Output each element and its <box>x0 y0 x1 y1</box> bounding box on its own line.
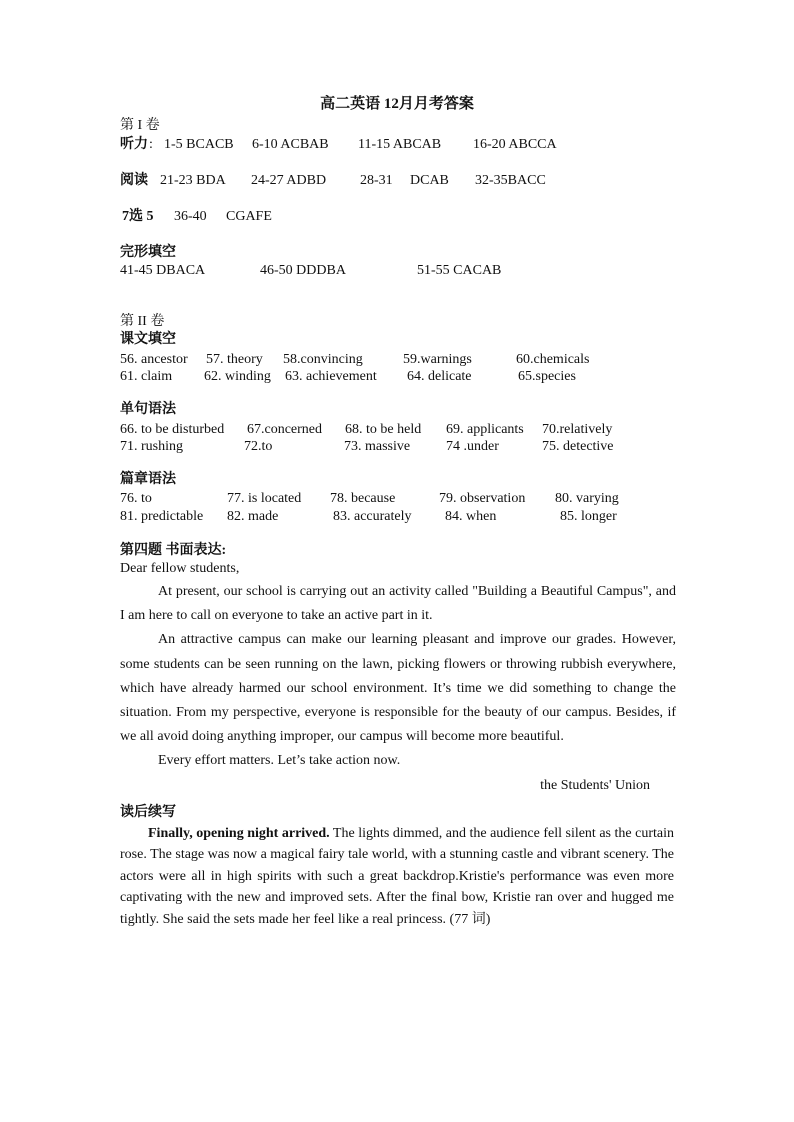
sentence-grammar-answer: 68. to be held <box>345 422 422 437</box>
reading-answer: DCAB <box>410 173 449 188</box>
letter-signature: the Students' Union <box>540 778 650 793</box>
text-fill-row <box>120 368 680 385</box>
listening-answer: 11-15 ABCAB <box>358 137 442 152</box>
passage-grammar-answer: 83. accurately <box>333 509 412 524</box>
reading-answer: 24-27 ADBD <box>251 173 327 188</box>
reading-label: 阅读 <box>120 173 148 188</box>
sentence-grammar-row <box>120 421 680 438</box>
text-fill-answer: 63. achievement <box>285 369 377 384</box>
seven-choose-five-answer: 36-40 <box>174 209 207 224</box>
text-fill-answer: 61. claim <box>120 369 173 384</box>
letter-greeting: Dear fellow students, <box>120 561 240 576</box>
continuation-body: The lights dimmed, and the audience fell silent as the curtain rose. The stage was now a magical fairy tale world, with a stunning castle and vibrant scenery. The actors were all in high spirits with such a great backdrop.Kristie's performance was even more captivating with the new and improved sets. After the final bow, Kristie ran over and hugged me tightly. She said the sets made her feel like a real princess. (77 词) <box>120 826 674 927</box>
cloze-answer: 46-50 DDDBA <box>260 263 346 278</box>
passage-grammar-answer: 76. to <box>120 491 152 506</box>
continuation-paragraph <box>120 823 674 930</box>
letter-body <box>120 580 676 774</box>
text-fill-answer: 56. ancestor <box>120 352 188 367</box>
listening-answer: 1-5 BCACB <box>164 137 234 152</box>
sentence-grammar-answer: 67.concerned <box>247 422 323 437</box>
passage-grammar-answer: 85. longer <box>560 509 617 524</box>
text-fill-answer: 59.warnings <box>403 352 472 367</box>
passage-grammar-label: 篇章语法 <box>120 472 176 487</box>
text-fill-answer: 65.species <box>518 369 576 384</box>
cloze-answer: 51-55 CACAB <box>417 263 502 278</box>
passage-grammar-answer: 81. predictable <box>120 509 204 524</box>
passage-grammar-row <box>120 508 680 525</box>
listening-colon: : <box>149 137 153 152</box>
sentence-grammar-answer: 66. to be disturbed <box>120 422 225 437</box>
letter-paragraph: Every effort matters. Let’s take action now. <box>158 753 401 769</box>
cloze-row <box>120 262 680 279</box>
sentence-grammar-answer: 69. applicants <box>446 422 524 437</box>
listening-answer: 6-10 ACBAB <box>252 137 329 152</box>
page-title: 高二英语 12月月考答案 <box>320 96 474 112</box>
sentence-grammar-answer: 75. detective <box>542 439 614 454</box>
sentence-grammar-answer: 71. rushing <box>120 439 183 454</box>
passage-grammar-answer: 82. made <box>227 509 279 524</box>
sentence-grammar-answer: 74 .under <box>446 439 499 454</box>
passage-grammar-answer: 78. because <box>330 491 396 506</box>
text-fill-row <box>120 351 680 368</box>
listening-row <box>120 136 680 153</box>
text-fill-answer: 58.convincing <box>283 352 363 367</box>
reading-answer: 28-31 <box>360 173 393 188</box>
passage-grammar-answer: 80. varying <box>555 491 619 506</box>
text-fill-label: 课文填空 <box>120 332 176 347</box>
reading-answer: 32-35BACC <box>475 173 546 188</box>
text-fill-answer: 60.chemicals <box>516 352 590 367</box>
continuation-lead-sentence: Finally, opening night arrived. <box>148 826 330 841</box>
listening-answer: 16-20 ABCCA <box>473 137 557 152</box>
passage-grammar-answer: 79. observation <box>439 491 526 506</box>
text-fill-answer: 57. theory <box>206 352 263 367</box>
seven-choose-five-label: 7选 5 <box>122 209 154 224</box>
text-fill-answer: 64. delicate <box>407 369 472 384</box>
passage-grammar-answer: 77. is located <box>227 491 302 506</box>
letter-paragraph: An attractive campus can make our learning pleasant and improve our grades. However, some students can be seen running on the lawn, picking flowers or throwing rubbish everywhere, which have already harmed our school environment. It’s time we did something to change the situation. From my perspective, everyone is responsible for the beauty of our campus. Besides, if we all avoid doing anything improper, our campus will become more beautiful. <box>120 632 676 745</box>
cloze-answer: 41-45 DBACA <box>120 263 206 278</box>
sentence-grammar-label: 单句语法 <box>120 402 176 417</box>
text-fill-answer: 62. winding <box>204 369 271 384</box>
cloze-label: 完形填空 <box>120 245 176 260</box>
reading-answer: 21-23 BDA <box>160 173 226 188</box>
sentence-grammar-answer: 70.relatively <box>542 422 613 437</box>
seven-choose-five-row <box>120 208 680 225</box>
sentence-grammar-answer: 73. massive <box>344 439 411 454</box>
part2-label: 第 II 卷 <box>120 314 165 329</box>
sentence-grammar-answer: 72.to <box>244 439 273 454</box>
sentence-grammar-row <box>120 438 680 455</box>
letter-paragraph: At present, our school is carrying out an activity called "Building a Beautiful Campus", and I am here to call on everyone to take an active part in it. <box>120 584 676 624</box>
passage-grammar-answer: 84. when <box>445 509 497 524</box>
passage-grammar-row <box>120 490 680 507</box>
part1-label: 第 I 卷 <box>120 118 160 133</box>
writing-label: 第四题 书面表达: <box>120 543 227 558</box>
continuation-label: 读后续写 <box>120 805 176 820</box>
seven-choose-five-answer: CGAFE <box>226 209 272 224</box>
listening-label: 听力 <box>120 137 148 152</box>
reading-row <box>120 172 680 189</box>
